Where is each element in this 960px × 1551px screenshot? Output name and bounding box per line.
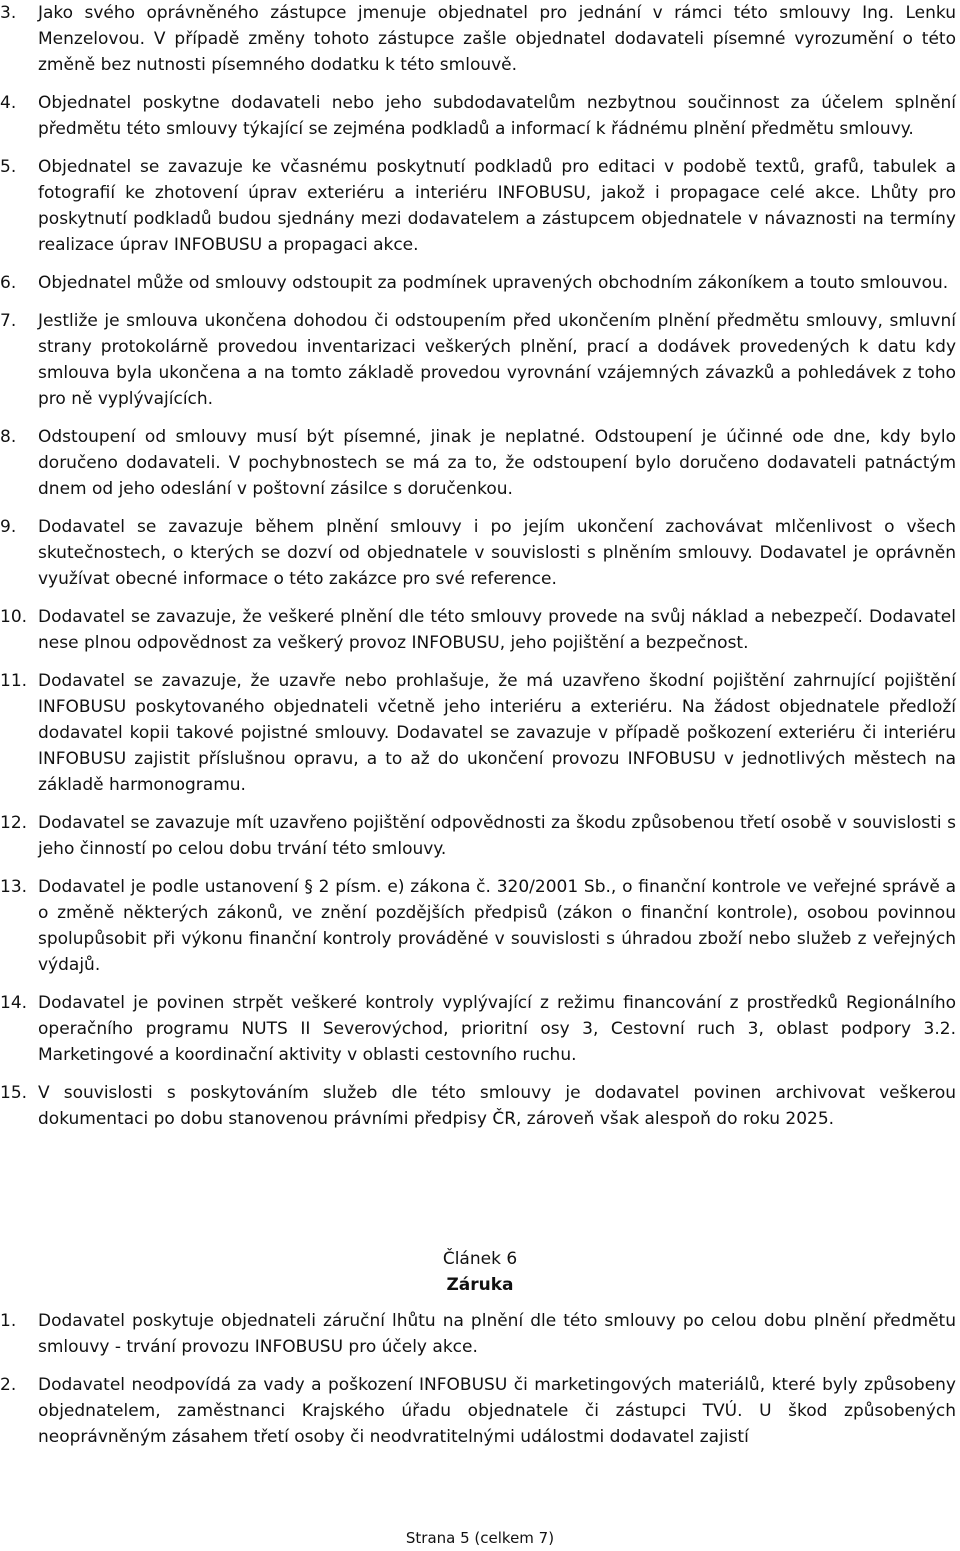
clause-item <box>0 308 960 412</box>
clause-item <box>0 1080 960 1132</box>
clause-number: 13. <box>0 877 28 897</box>
clause-text: Objednatel se zavazuje ke včasnému poskytnutí podkladů pro editaci v podobě textů, grafů, tabulek a fotografií ke zhotovení úprav exteriéru a interiéru INFOBUSU, jakož i propagace celé akce. Lhůty pro poskytnutí podkladů budou sjednány mezi dodavatelem a zástupcem objednatele v návaznosti na termíny realizace úprav INFOBUSU a propagaci akce. <box>38 157 956 255</box>
clause-item <box>0 90 960 142</box>
clause-text: Dodavatel je podle ustanovení § 2 písm. e) zákona č. 320/2001 Sb., o finanční kontrole ve veřejné správě a o změně některých zákonů, ve znění pozdějších předpisů (zákon o finanční kontrole), osobou povinnou spolupůsobit při výkonu finanční kontroly prováděné v souvislosti s úhradou zboží nebo služeb z veřejných výdajů. <box>38 877 956 975</box>
clause-number: 12. <box>0 813 28 833</box>
clause-number: 1. <box>0 1311 17 1331</box>
clause-item <box>0 154 960 258</box>
clause-number: 6. <box>0 273 17 293</box>
clause-text: Jestliže je smlouva ukončena dohodou či odstoupením před ukončením plnění předmětu smlouvy, smluvní strany protokolárně provedou inventarizaci veškerých plnění, prací a dodávek provedených k datu kdy smlouva byla ukončena a na tomto základě provedou vyrovnání vzájemných závazků a pohledávek z toho pro ně vyplývajících. <box>38 311 956 409</box>
clause-item <box>0 514 960 592</box>
clause-number: 8. <box>0 427 17 447</box>
clause-text: Dodavatel se zavazuje mít uzavřeno pojištění odpovědnosti za škodu způsobenou třetí osobě v souvislosti s jeho činností po celou dobu trvání této smlouvy. <box>38 813 956 859</box>
page-footer <box>0 1528 960 1548</box>
clause-item <box>0 1372 960 1450</box>
clause-item <box>0 874 960 978</box>
clause-item <box>0 424 960 502</box>
clause-number: 10. <box>0 607 28 627</box>
clause-item <box>0 270 960 296</box>
clause-text: Dodavatel neodpovídá za vady a poškození INFOBUSU či marketingových materiálů, které byly způsobeny objednatelem, zaměstnanci Krajského úřadu objednatele či zástupci TVÚ. U škod způsobených neoprávněným zásahem třetí osoby či neodvratitelnými událostmi dodavatel zajistí <box>38 1375 956 1447</box>
clause-text: Jako svého oprávněného zástupce jmenuje objednatel pro jednání v rámci této smlouvy Ing. Lenku Menzelovou. V případě změny tohoto zástupce zašle objednatel dodavateli písemné vyrozumění o této změně bez nutnosti písemného dodatku k této smlouvě. <box>38 3 956 75</box>
clause-number: 15. <box>0 1083 28 1103</box>
clause-text: Objednatel poskytne dodavateli nebo jeho subdodavatelům nezbytnou součinnost za účelem splnění předmětu této smlouvy týkající se zejména podkladů a informací k řádnému plnění předmětu smlouvy. <box>38 93 956 139</box>
article-title: Záruka <box>446 1275 514 1295</box>
clause-item <box>0 1308 960 1360</box>
clause-number: 11. <box>0 671 28 691</box>
clause-text: Odstoupení od smlouvy musí být písemné, jinak je neplatné. Odstoupení je účinné ode dne, kdy bylo doručeno dodavateli. V pochybnostech se má za to, že odstoupení bylo doručeno dodavateli patnáctým dnem od jeho odeslání v poštovní zásilce s doručenkou. <box>38 427 956 499</box>
page-number-label: Strana 5 (celkem 7) <box>405 1529 555 1547</box>
clause-number: 2. <box>0 1375 17 1395</box>
clause-text: Dodavatel poskytuje objednateli záruční lhůtu na plnění dle této smlouvy po celou dobu plnění předmětu smlouvy - trvání provozu INFOBUSU pro účely akce. <box>38 1311 956 1357</box>
warranty-clause-list <box>0 1308 960 1462</box>
article-heading <box>0 1246 960 1298</box>
clause-number: 14. <box>0 993 28 1013</box>
clause-item <box>0 990 960 1068</box>
clause-text: Dodavatel se zavazuje během plnění smlouvy i po jejím ukončení zachovávat mlčenlivost o všech skutečnostech, o kterých se dozví od objednatele v souvislosti s plněním smlouvy. Dodavatel je oprávněn využívat obecné informace o této zakázce pro své reference. <box>38 517 956 589</box>
clause-number: 3. <box>0 3 17 23</box>
article-number: Článek 6 <box>442 1249 518 1269</box>
clause-text: Dodavatel se zavazuje, že uzavře nebo prohlašuje, že má uzavřeno škodní pojištění zahrnující pojištění INFOBUSU poskytovaného objednateli včetně jeho interiéru a exteriéru. Na žádost objednatele předloží dodavatel kopii takové pojistné smlouvy. Dodavatel se zavazuje v případě poškození exteriéru či interiéru INFOBUSU zajistit příslušnou opravu, a to až do ukončení provozu INFOBUSU v jednotlivých městech na základě harmonogramu. <box>38 671 956 795</box>
clause-text: Dodavatel je povinen strpět veškeré kontroly vyplývající z režimu financování z prostředků Regionálního operačního programu NUTS II Severovýchod, prioritní osy 3, Cestovní ruch 3, oblast podpory 3.2. Marketingové a koordinační aktivity v oblasti cestovního ruchu. <box>38 993 956 1065</box>
clause-number: 7. <box>0 311 17 331</box>
clause-number: 4. <box>0 93 17 113</box>
clause-item <box>0 0 960 78</box>
clause-number: 9. <box>0 517 17 537</box>
clause-text: V souvislosti s poskytováním služeb dle této smlouvy je dodavatel povinen archivovat veškerou dokumentaci po dobu stanovenou právními předpisy ČR, zároveň však alespoň do roku 2025. <box>38 1083 956 1129</box>
clause-item <box>0 604 960 656</box>
clause-text: Dodavatel se zavazuje, že veškeré plnění dle této smlouvy provede na svůj náklad a nebezpečí. Dodavatel nese plnou odpovědnost za veškerý provoz INFOBUSU, jeho pojištění a bezpečnost. <box>38 607 956 653</box>
clause-text: Objednatel může od smlouvy odstoupit za podmínek upravených obchodním zákoníkem a touto smlouvou. <box>38 273 949 293</box>
clause-item <box>0 810 960 862</box>
clause-number: 5. <box>0 157 17 177</box>
clause-item <box>0 668 960 798</box>
